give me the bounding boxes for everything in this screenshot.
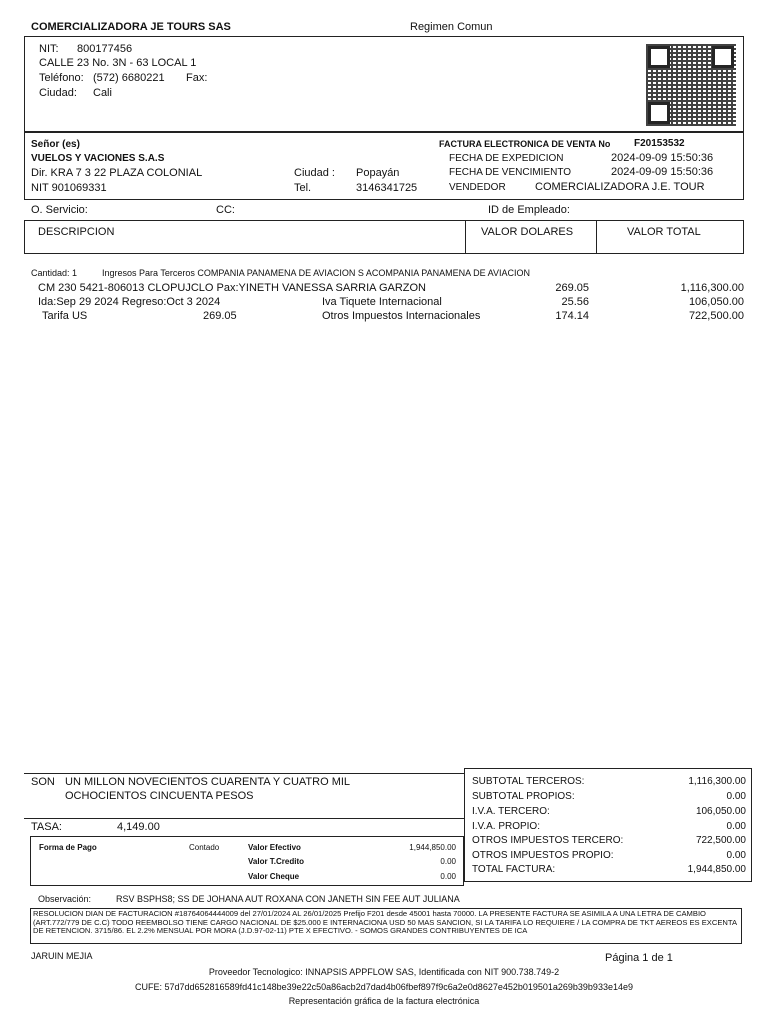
issuer-nit-label: NIT:	[39, 43, 59, 55]
total-value: 0.00	[726, 791, 746, 802]
payment-form: Contado	[189, 843, 220, 852]
total-label: I.V.A. PROPIO:	[472, 821, 540, 832]
rate-value: 4,149.00	[117, 821, 160, 833]
cash-value: 1,944,850.00	[409, 843, 456, 852]
seller-label: VENDEDOR	[449, 182, 506, 193]
credit-label: Valor T.Credito	[248, 857, 305, 866]
page-indicator: Página 1 de 1	[605, 952, 673, 964]
footer-agent: JARUIN MEJIA	[31, 951, 93, 961]
due-date: 2024-09-09 15:50:36	[611, 166, 714, 178]
due-date-label: FECHA DE VENCIMIENTO	[449, 167, 572, 178]
total-value: 0.00	[726, 850, 746, 861]
item-line-total: 722,500.00	[688, 310, 744, 322]
total-label: TOTAL FACTURA:	[472, 864, 556, 875]
qr-code-icon	[646, 44, 736, 126]
issuer-city: Cali	[93, 87, 112, 99]
customer-nit: NIT 901069331	[31, 182, 107, 194]
observation-label: Observación:	[38, 894, 92, 904]
item-line-desc2: Iva Tiquete Internacional	[322, 296, 442, 308]
check-value: 0.00	[440, 872, 456, 881]
item-line-desc: Tarifa US	[42, 310, 88, 322]
company-name: COMERCIALIZADORA JE TOURS SAS	[31, 21, 231, 33]
column-description: DESCRIPCION	[38, 226, 115, 238]
issuer-city-label: Ciudad:	[39, 87, 77, 99]
footer-representation: Representación gráfica de la factura electrónica	[288, 996, 480, 1006]
item-line-usd: 25.56	[561, 296, 589, 308]
item-line-total: 106,050.00	[688, 296, 744, 308]
customer-city-label: Ciudad :	[294, 167, 335, 179]
total-value: 1,944,850.00	[687, 864, 746, 875]
total-label: OTROS IMPUESTOS TERCERO:	[472, 835, 624, 846]
footer-provider: Proveedor Tecnologico: INNAPSIS APPFLOW SAS, Identificada con NIT 900.738.749-2	[208, 967, 560, 977]
item-line-desc: CM 230 5421-806013 CLOPUJCLO Pax:YINETH VANESSA SARRIA GARZON	[38, 282, 427, 294]
item-line-usd: 269.05	[555, 282, 589, 294]
customer-tel: 3146341725	[356, 182, 418, 194]
total-value: 722,500.00	[695, 835, 746, 846]
customer-city: Popayán	[356, 167, 400, 179]
issuer-phone-label: Teléfono:	[39, 72, 84, 84]
issuer-nit: 800177456	[77, 43, 133, 55]
customer-tel-label: Tel.	[294, 182, 312, 194]
total-value: 106,050.00	[695, 806, 746, 817]
item-line-usd: 174.14	[555, 310, 589, 322]
item-line-fare: 269.05	[203, 310, 237, 322]
total-label: OTROS IMPUESTOS PROPIO:	[472, 850, 614, 861]
regimen: Regimen Comun	[410, 21, 493, 33]
customer-address: Dir. KRA 7 3 22 PLAZA COLONIAL	[31, 167, 203, 179]
column-usd: VALOR DOLARES	[481, 226, 574, 238]
check-label: Valor Cheque	[248, 872, 300, 881]
amount-words-line2: OCHOCIENTOS CINCUENTA PESOS	[65, 790, 254, 802]
credit-value: 0.00	[440, 857, 456, 866]
item-concept: Ingresos Para Terceros COMPANIA PANAMENA DE AVIACION S ACOMPANIA PANAMENA DE AVIACION	[102, 268, 530, 278]
total-value: 1,116,300.00	[688, 776, 746, 787]
cash-label: Valor Efectivo	[248, 843, 301, 852]
amount-words-line1: UN MILLON NOVECIENTOS CUARENTA Y CUATRO MIL	[65, 776, 351, 788]
invoice-title: FACTURA ELECTRONICA DE VENTA No	[439, 139, 611, 149]
seller: COMERCIALIZADORA J.E. TOUR	[535, 181, 705, 193]
observation-text: RSV BSPHS8; SS DE JOHANA AUT ROXANA CON JANETH SIN FEE AUT JULIANA	[116, 894, 460, 904]
rate-divider	[24, 818, 464, 819]
issue-date-label: FECHA DE EXPEDICION	[449, 153, 564, 164]
issuer-address: CALLE 23 No. 3N - 63 LOCAL 1	[39, 57, 197, 69]
rate-label: TASA:	[31, 821, 62, 833]
item-line-desc: Ida:Sep 29 2024 Regreso:Oct 3 2024	[38, 296, 221, 308]
total-label: SUBTOTAL TERCEROS:	[472, 776, 585, 787]
item-line-total: 1,116,300.00	[680, 282, 744, 294]
legal-text: RESOLUCION DIAN DE FACTURACION #18764064444009 del 27/01/2024 AL 26/01/2025 Prefijo F201 desde 45001 hasta 70000. LA PRESENTE FACTURA SE ASIMILA A UNA LETRA DE CAMBIO (ART.772/779 DE C.C) TODO REEMBOLSO TIENE CARGO NACIONAL DE $25.000 E INTERNACIONA USD 50 MAS SANCION, SI LA TARIFA LO REQUIERE / LA COMPRA DE TKT AEREOS ES EXCENTA DE RETENCION. 3715/86. EL 2.2% MENSUAL POR MORA (J.D.97-02-11) PTE X EFECTIVO. - SOMOS GRANDES CONTRIBUYENTES DE ICA	[30, 908, 742, 944]
customer-title: Señor (es)	[31, 139, 80, 150]
item-quantity: Cantidad: 1	[31, 268, 78, 278]
amount-words-label: SON	[31, 776, 55, 788]
payment-form-label: Forma de Pago	[39, 843, 97, 852]
item-line-desc2: Otros Impuestos Internacionales	[322, 310, 481, 322]
total-label: I.V.A. TERCERO:	[472, 806, 550, 817]
issuer-phone: (572) 6680221	[93, 72, 165, 84]
footer-cufe: CUFE: 57d7dd652816589fd41c148be39e22c50a86acb2d7dad4b06fbef897f9c6a2e0d8627e452b019501a269b39b933e14e9	[135, 982, 633, 992]
cc-label: CC:	[216, 204, 235, 216]
issue-date: 2024-09-09 15:50:36	[611, 152, 714, 164]
amount-divider	[24, 773, 464, 774]
invoice-number: F20153532	[634, 138, 685, 149]
employee-label: ID de Empleado:	[488, 204, 570, 216]
total-value: 0.00	[726, 821, 746, 832]
total-label: SUBTOTAL PROPIOS:	[472, 791, 575, 802]
service-label: O. Servicio:	[31, 204, 88, 216]
issuer-fax-label: Fax:	[186, 72, 208, 84]
customer-name: VUELOS Y VACIONES S.A.S	[31, 153, 165, 164]
column-total: VALOR TOTAL	[627, 226, 701, 238]
